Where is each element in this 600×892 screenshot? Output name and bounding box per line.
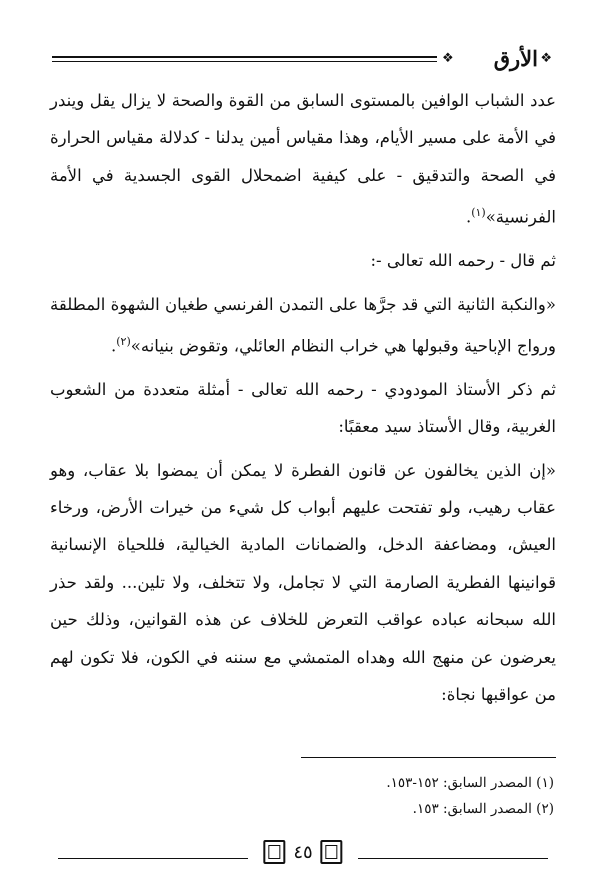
running-title: الأرق xyxy=(493,46,538,71)
footer-rule xyxy=(358,858,548,859)
paragraph: «والنكبة الثانية التي قد جرَّها على التمدن الفرنسي طغيان الشهوة المطلقة ورواج الإباحية وقبولها هي خراب النظام العائلي، وتقوض بنيانه»$^{(٢)}$. xyxy=(50,294,556,356)
ornament-icon: ❖ xyxy=(540,51,552,66)
page-number-block xyxy=(263,840,342,864)
footnote: (١) المصدر السابق: ١٥٢-١٥٣. xyxy=(386,775,554,791)
main-text xyxy=(50,82,556,714)
ornament-icon: ❖ xyxy=(442,51,454,66)
book-icon xyxy=(321,840,343,864)
footnote-separator xyxy=(301,757,556,758)
paragraph: عدد الشباب الوافين بالمستوى السابق من القوة والصحة لا يزال يقل ويندر في الأمة على مسير الأيام، وهذا مقياس أمين يدلنا - كدلالة مقياس الحرارة في الصحة والتدقيق - على كيفية اضمحلال القوى الجسدية في الأمة الفرنسية»$^{(١)}$. xyxy=(50,91,556,227)
footnote-ref: (١) xyxy=(471,206,486,220)
paragraph: ثم ذكر الأستاذ المودودي - رحمه الله تعالى - أمثلة متعددة من الشعوب الغربية، وقال الأستاذ سيد معقبًا: xyxy=(50,379,556,437)
footer-rule xyxy=(58,858,248,859)
footnote: (٢) المصدر السابق: ١٥٣. xyxy=(412,801,554,817)
footnotes xyxy=(386,770,554,822)
book-icon xyxy=(263,840,285,864)
page-footer xyxy=(58,840,548,870)
paragraph: «إن الذين يخالفون عن قانون الفطرة لا يمكن أن يمضوا بلا عقاب، وهو عقاب رهيب، ولو تفتحت عليهم أبواب كل شيء من خيرات الأرض، ورخاء العيش، ومضاعفة الدخل، والضمانات المادية الخيالية، فللحياة الإنسانية قوانينها الفطرية الصارمة التي لا تجامل، ولا تتخلف، ولا تلين... ولقد حذر الله سبحانه عباده عواقب التعرض للخلاف عن هذه القوانين، وذلك حين يعرضون عن منهج الله وهداه المتمشي مع سننه في الكون، فلا تكون لهم من عواقبها نجاة: xyxy=(50,460,556,705)
footnote-ref: (٢) xyxy=(116,334,131,348)
page-number: ٤٥ xyxy=(293,841,313,863)
paragraph: ثم قال - رحمه الله تعالى -: xyxy=(370,251,556,271)
running-header xyxy=(52,48,552,74)
header-rule xyxy=(52,56,437,58)
header-rule xyxy=(52,61,437,62)
